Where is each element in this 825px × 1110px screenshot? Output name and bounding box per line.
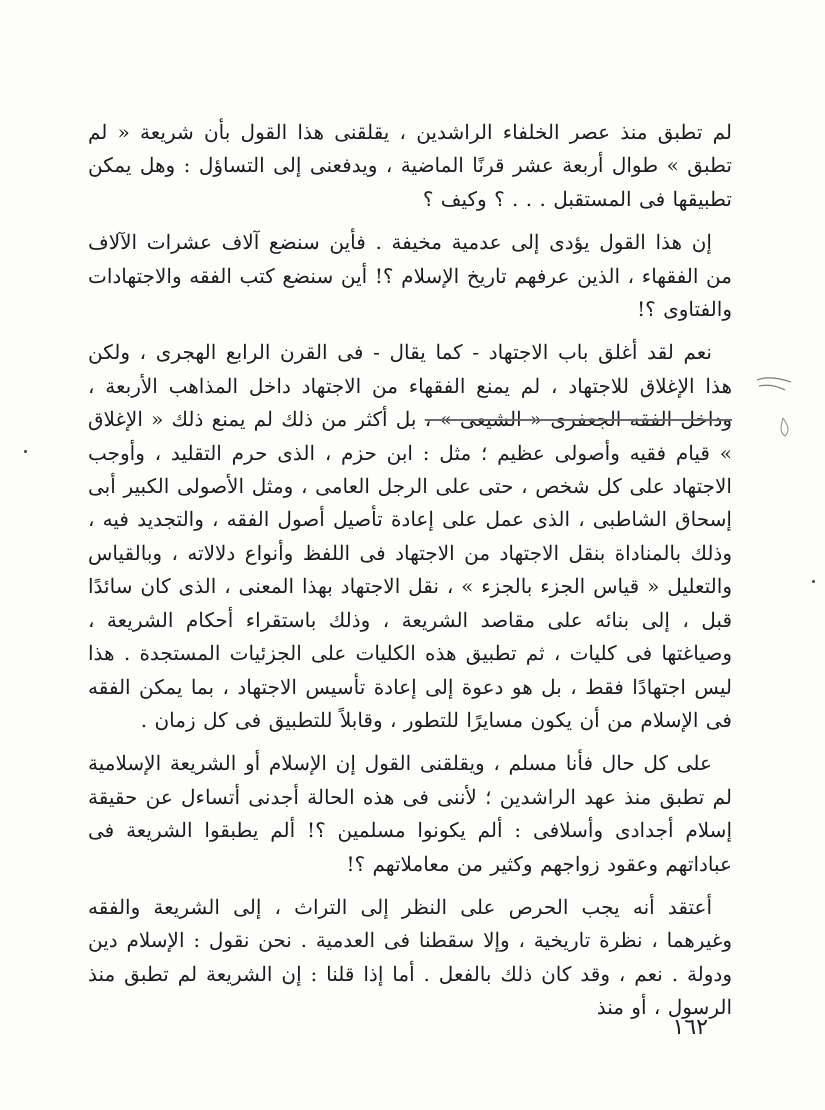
paragraph-3-part-2: بل أكثر من ذلك لم يمنع ذلك « الإغلاق » قيام فقيه وأصولى عظيم ؛ مثل : ابن حزم ، الذى حرم التقليد ، وأوجب الاجتهاد على كل شخص ، حتى على الرجل العامى ، ومثل الأصولى الكبير أبى إسحاق الشاطبى ، الذى عمل على إعادة تأصيل أصول الفقه ، والتجديد فيه ، وذلك بالمناداة بنقل الاجتهاد من الاجتهاد فى اللفظ وأنواع دلالاته ، وبالقياس والتعليل « قياس الجزء بالجزء » ، نقل الاجتهاد بهذا المعنى ، الذى كان سائدًا قبل ، إلى بنائه على مقاصد الشريعة ، وذلك باستقراء أحكام الشريعة ، وصياغتها فى كليات ، ثم تطبيق هذه الكليات على الجزئيات المستجدة . هذا ليس اجتهادًا فقط ، بل هو دعوة إلى إعادة تأسيس الاجتهاد ، بما يمكن الفقه فى الإسلام من أن يكون مسايرًا للتطور ، وقابلاً للتطبيق فى كل زمان . <box>88 407 732 732</box>
paragraph-3-part-1: نعم لقد أغلق باب الاجتهاد - كما يقال - فى القرن الرابع الهجرى ، ولكن هذا الإغلاق للاجتهاد ، لم يمنع الفقهاء من الاجتهاد داخل المذاهب الأربعة ، <box>88 340 732 398</box>
margin-speck <box>24 450 27 453</box>
handwritten-margin-mark <box>755 372 795 442</box>
paragraph-4: على كل حال فأنا مسلم ، ويقلقنى القول إن الإسلام أو الشريعة الإسلامية لم تطبق منذ عهد الراشدين ؛ لأننى فى هذه الحالة أجدنى أتساءل عن حقيقة إسلام أجدادى وأسلافى : ألم يكونوا مسلمين ؟! ألم يطبقوا الشريعة فى عباداتهم وعقود زواجهم وكثير من معاملاتهم ؟! <box>88 751 732 876</box>
paragraph-3 <box>88 336 732 737</box>
body-text <box>88 116 732 1035</box>
paragraph-1: لم تطبق منذ عصر الخلفاء الراشدين ، يقلقنى هذا القول بأن شريعة « لم تطبق » طوال أربعة عشر قرنًا الماضية ، ويدفعنى إلى التساؤل : وهل يمكن تطبيقها فى المستقبل . . . ؟ وكيف ؟ <box>88 120 732 211</box>
page-number: ١٦٢ <box>672 1015 708 1040</box>
paragraph-2: إن هذا القول يؤدى إلى عدمية مخيفة . فأين سنضع آلاف عشرات الآلاف من الفقهاء ، الذين عرفهم تاريخ الإسلام ؟! أين سنضع كتب الفقه والاجتهادات والفتاوى ؟! <box>88 230 732 322</box>
paragraph-5: أعتقد أنه يجب الحرص على النظر إلى التراث ، إلى الشريعة والفقه وغيرهما ، نظرة تاريخية ، وإلا سقطنا فى العدمية . نحن نقول : الإسلام دين ودولة . نعم ، وقد كان ذلك بالفعل . أما إذا قلنا : إن الشريعة لم تطبق منذ الرسول ، أو منذ <box>88 894 732 1020</box>
struck-through-text: وداخل الفقه الجعفرى « الشيعى » ، <box>424 407 732 432</box>
margin-speck <box>812 580 815 583</box>
